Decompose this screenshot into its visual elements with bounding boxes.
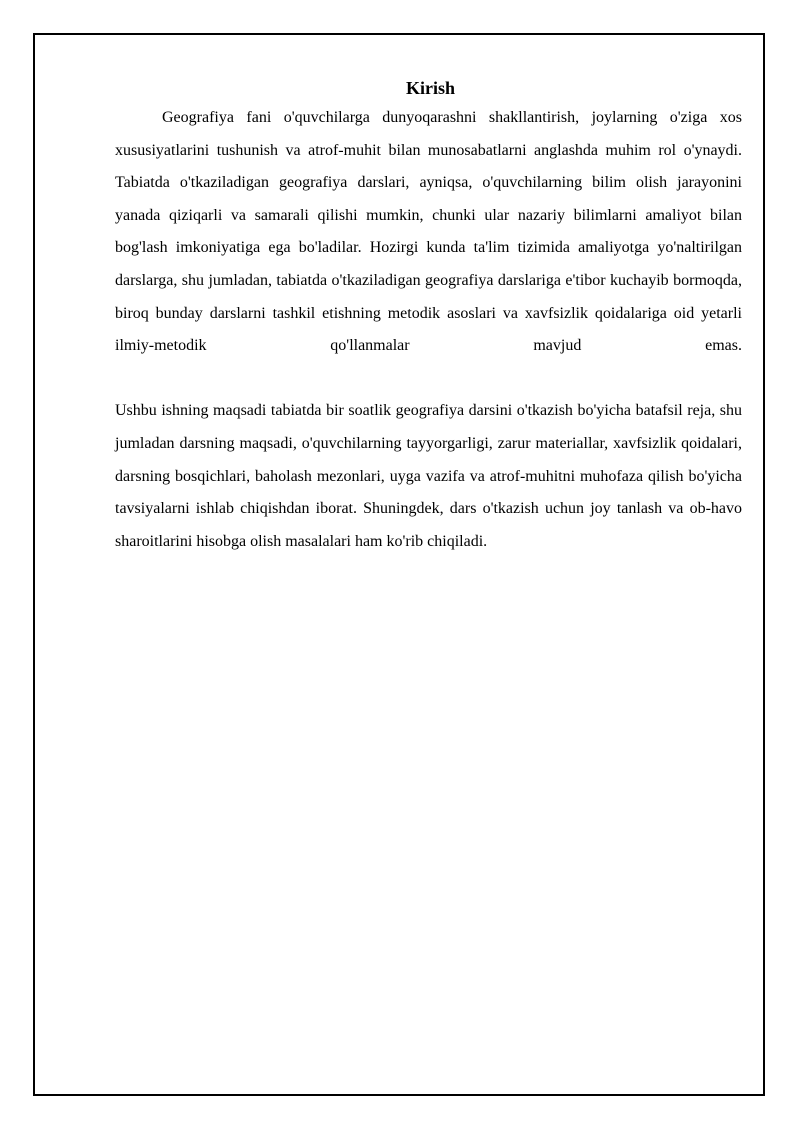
paragraph-objective: Ushbu ishning maqsadi tabiatda bir soatlik geografiya darsini o'tkazish bo'yicha batafsil reja, shu jumladan darsning maqsadi, o'quvchilarning tayyorgarligi, zarur materiallar, xavfsizlik qoidalari, darsning bosqichlari, baholash mezonlari, uyga vazifa va atrof-muhitni muhofaza qilish bo'yicha tavsiyalarni ishlab chiqishdan iborat. Shuningdek, dars o'tkazish uchun joy tanlash va ob-havo sharoitlarini hisobga olish masalalari ham ko'rib chiqiladi. [115, 402, 742, 550]
document-body [115, 74, 742, 558]
document-title: Kirish [405, 78, 455, 98]
paragraph-introduction: Geografiya fani o'quvchilarga dunyoqarashni shakllantirish, joylarning o'ziga xos xususiyatlarini tushunish va atrof-muhit bilan munosabatlarni anglashda muhim rol o'ynaydi. Tabiatda o'tkaziladigan geografiya darslari, ayniqsa, o'quvchilarning bilim olish jarayonini yanada qiziqarli va samarali qilishi mumkin, chunki ular nazariy bilimlarni amaliyot bilan bog'lash imkoniyatiga ega bo'ladilar. Hozirgi kunda ta'lim tizimida amaliyotga yo'naltirilgan darslarga, shu jumladan, tabiatda o'tkaziladigan geografiya darslariga e'tibor kuchayib bormoqda, biroq bunday darslarni tashkil etishning metodik asoslari va xavfsizlik qoidalariga oid yetarli ilmiy-metodik qo'llanmalar mavjud emas. [115, 109, 742, 355]
paragraph-spacer [115, 363, 742, 396]
